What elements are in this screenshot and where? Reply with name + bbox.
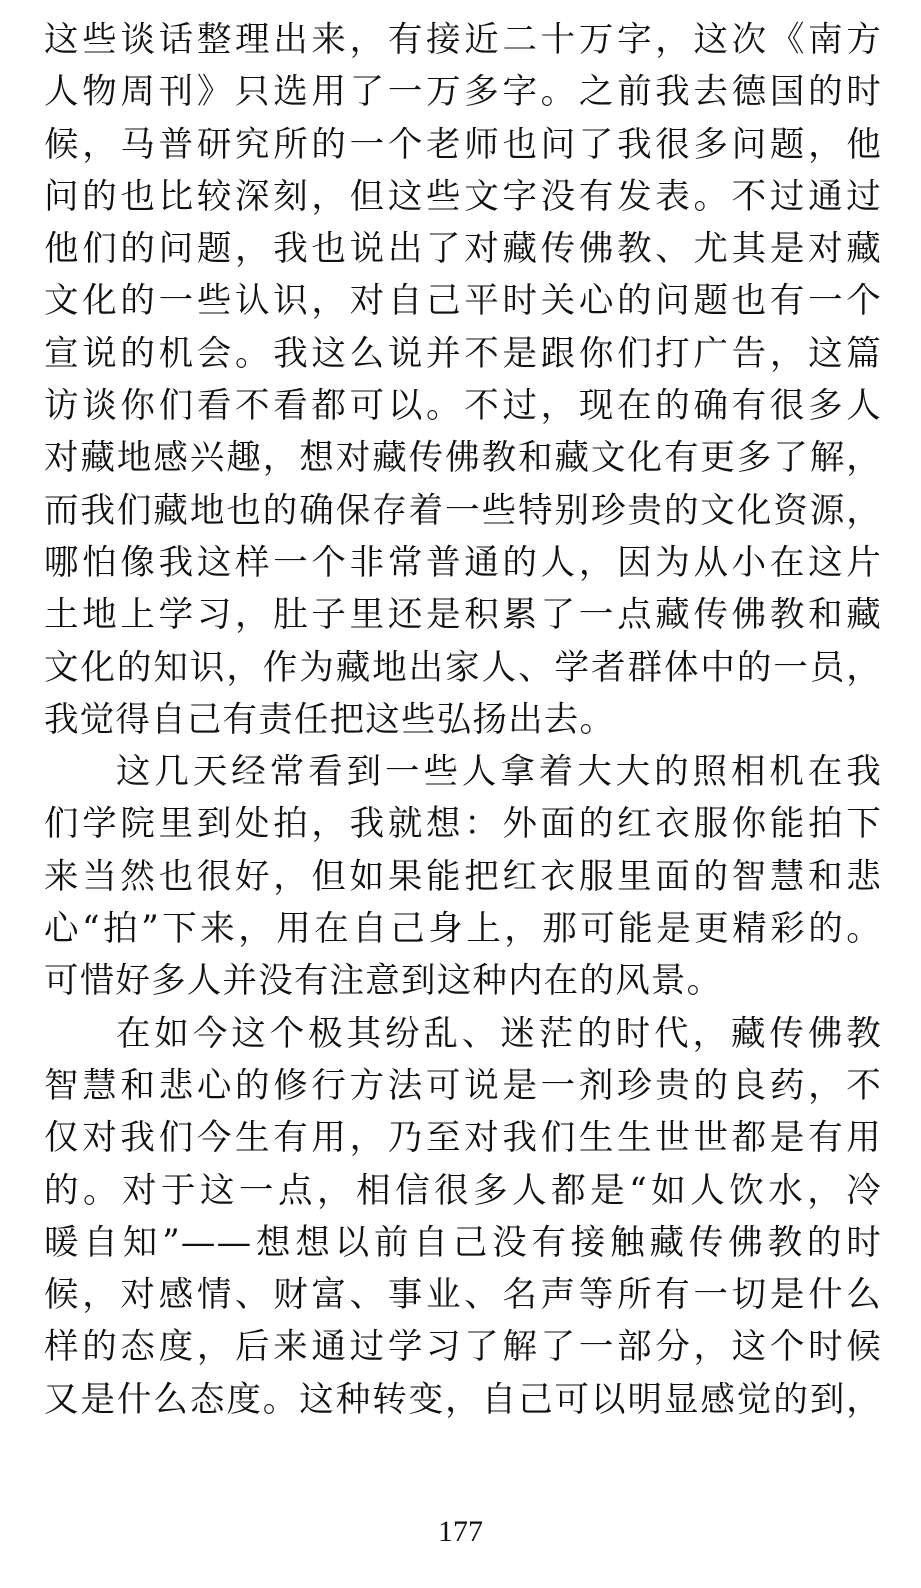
text-line: 土地上学习，肚子里还是积累了一点藏传佛教和藏	[44, 595, 882, 636]
text-line: 们学院里到处拍，我就想：外面的红衣服你能拍下	[44, 804, 882, 845]
paragraph-first-line: 这几天经常看到一些人拿着大大的照相机在我	[116, 752, 882, 793]
text-line: 文化的知识，作为藏地出家人、学者群体中的一员，	[44, 647, 882, 688]
text-line: 这些谈话整理出来，有接近二十万字，这次《南方	[44, 20, 882, 60]
text-line: 哪怕像我这样一个非常普通的人，因为从小在这片	[44, 542, 882, 583]
text-line: 问的也比较深刻，但这些文字没有发表。不过通过	[44, 176, 882, 217]
text-line: 又是什么态度。这种转变，自己可以明显感觉的到，	[44, 1379, 882, 1420]
text-line: 智慧和悲心的修行方法可说是一剂珍贵的良药，不	[44, 1065, 882, 1106]
text-line: 仅对我们今生有用，乃至对我们生生世世都是有用	[44, 1118, 882, 1159]
text-line: 他们的问题，我也说出了对藏传佛教、尤其是对藏	[44, 229, 882, 270]
text-line: 而我们藏地也的确保存着一些特别珍贵的文化资源，	[44, 490, 882, 531]
body-text	[44, 14, 882, 1426]
text-line: 来当然也很好，但如果能把红衣服里面的智慧和悲	[44, 856, 882, 897]
text-line: 样的态度，后来通过学习了解了一部分，这个时候	[44, 1327, 882, 1368]
text-line: 宣说的机会。我这么说并不是跟你们打广告，这篇	[44, 333, 882, 374]
text-line: 候，对感情、财富、事业、名声等所有一切是什么	[44, 1275, 882, 1316]
text-line: 可惜好多人并没有注意到这种内在的风景。	[44, 961, 723, 1002]
text-line: 文化的一些认识，对自己平时关心的问题也有一个	[44, 281, 882, 322]
text-line: 访谈你们看不看都可以。不过，现在的确有很多人	[44, 386, 882, 427]
text-line: 心“拍”下来，用在自己身上，那可能是更精彩的。	[44, 909, 882, 950]
text-line: 我觉得自己有责任把这些弘扬出去。	[44, 699, 616, 740]
text-line: 对藏地感兴趣，想对藏传佛教和藏文化有更多了解，	[44, 438, 882, 479]
text-line: 的。对于这一点，相信很多人都是“如人饮水，冷	[44, 1170, 882, 1211]
paragraph-first-line: 在如今这个极其纷乱、迷茫的时代，藏传佛教	[116, 1013, 882, 1054]
text-line: 暖自知”——想想以前自己没有接触藏传佛教的时	[44, 1222, 882, 1263]
text-line: 候，马普研究所的一个老师也问了我很多问题，他	[44, 124, 882, 165]
page-number: 177	[438, 1515, 483, 1548]
text-line: 人物周刊》只选用了一万多字。之前我去德国的时	[44, 72, 882, 113]
